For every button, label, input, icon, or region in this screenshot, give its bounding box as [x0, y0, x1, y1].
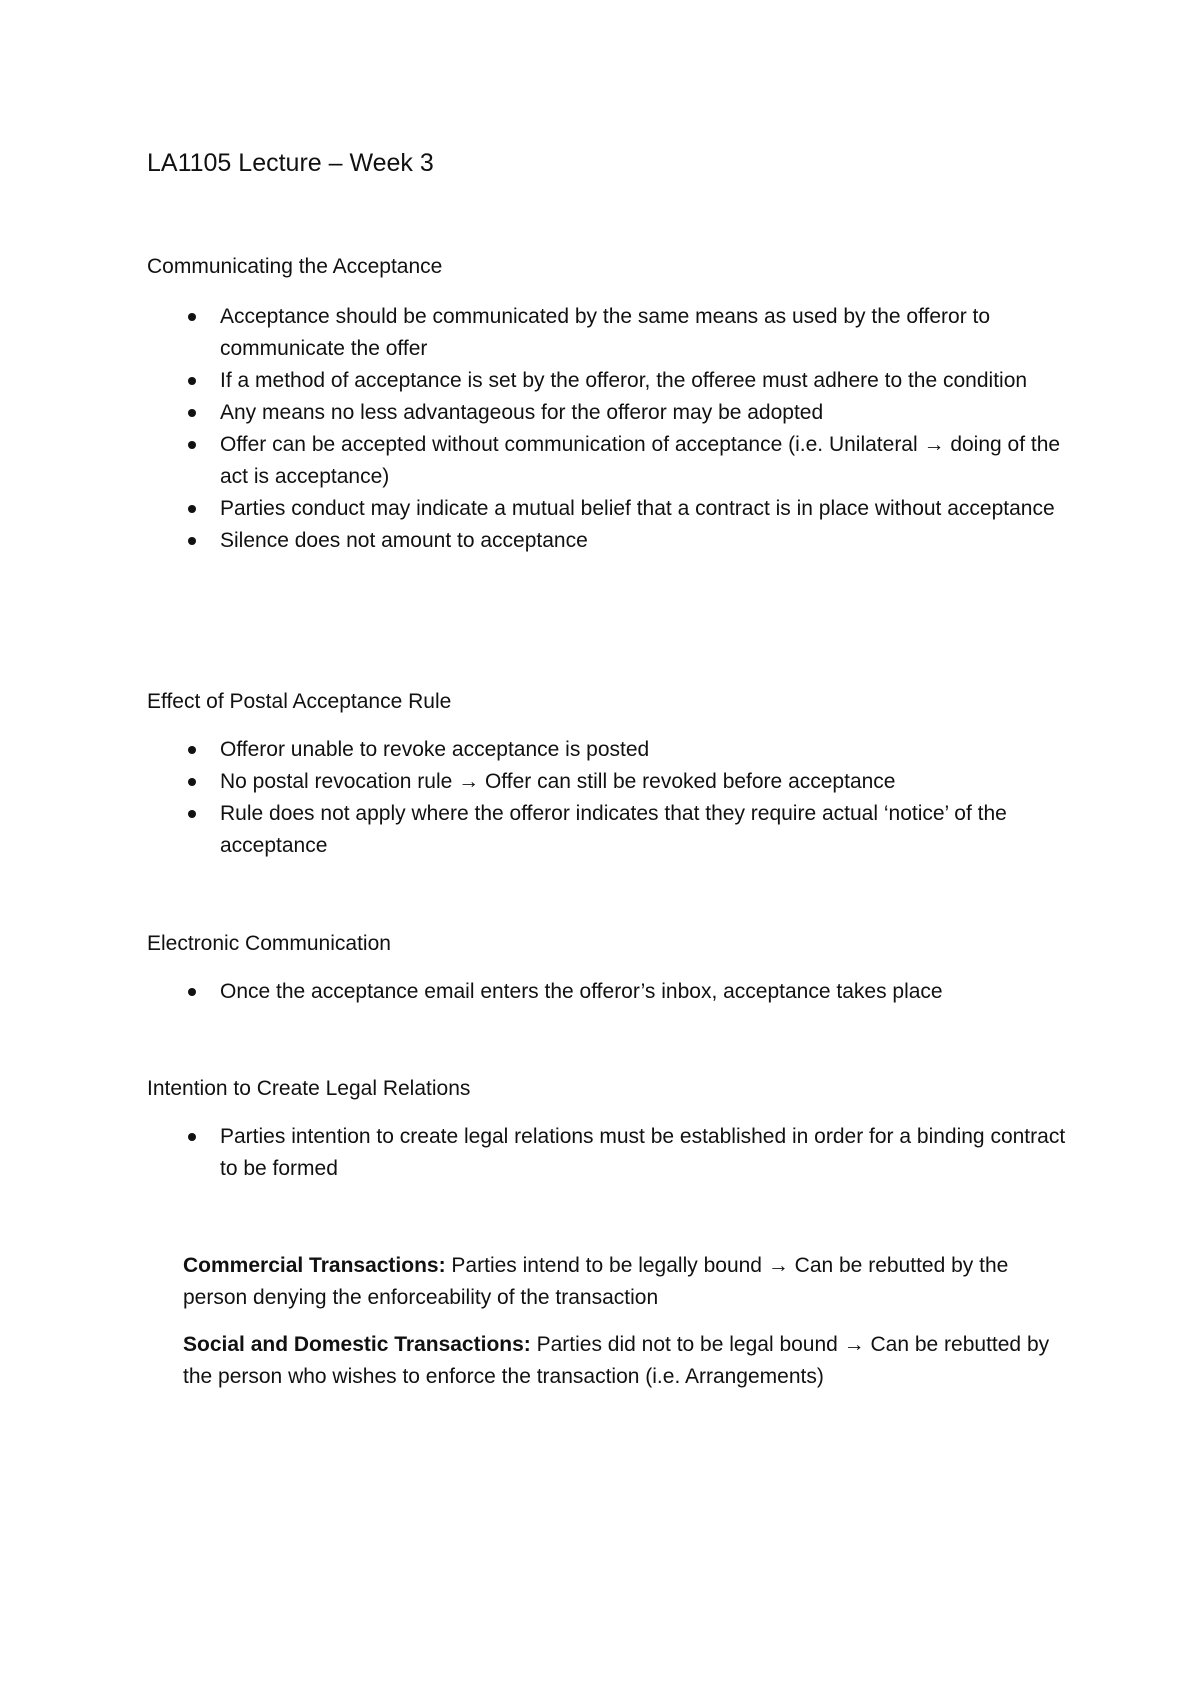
list-item: Offer can be accepted without communication of acceptance (i.e. Unilateral → doing of the act is acceptance) — [180, 429, 1080, 493]
bullet-list-electronic-communication — [180, 976, 1080, 1008]
list-item: Silence does not amount to acceptance — [180, 525, 1080, 557]
bullet-icon — [188, 409, 196, 417]
bullet-icon — [188, 377, 196, 385]
bullet-icon — [188, 988, 196, 996]
bullet-list-legal-relations — [180, 1121, 1080, 1185]
list-item: Any means no less advantageous for the offeror may be adopted — [180, 397, 1080, 429]
list-item: Parties conduct may indicate a mutual belief that a contract is in place without acceptance — [180, 493, 1080, 525]
bullet-icon — [188, 441, 196, 449]
list-item: Parties intention to create legal relations must be established in order for a binding contract to be formed — [180, 1121, 1080, 1185]
paragraph-label: Commercial Transactions: — [183, 1254, 446, 1277]
bullet-icon — [188, 746, 196, 754]
bullet-list-postal-acceptance — [180, 734, 1080, 862]
paragraph-text: Parties did not to be legal bound → Can be rebutted by the person who wishes to enforce the transaction (i.e. Arrangements) — [183, 1333, 1050, 1388]
bullet-icon — [188, 778, 196, 786]
list-item: No postal revocation rule → Offer can still be revoked before acceptance — [180, 766, 1080, 798]
bullet-icon — [188, 313, 196, 321]
list-item: If a method of acceptance is set by the offeror, the offeree must adhere to the condition — [180, 365, 1080, 397]
paragraph-social-domestic-transactions — [183, 1329, 1063, 1393]
list-item: Offeror unable to revoke acceptance is posted — [180, 734, 1080, 766]
list-item: Rule does not apply where the offeror indicates that they require actual ‘notice’ of the acceptance — [180, 798, 1080, 862]
section-heading-legal-relations: Intention to Create Legal Relations — [147, 1077, 471, 1100]
section-heading-communicating-acceptance: Communicating the Acceptance — [147, 255, 443, 278]
paragraph-commercial-transactions — [183, 1250, 1063, 1314]
bullet-list-communicating-acceptance — [180, 301, 1080, 557]
section-heading-postal-acceptance: Effect of Postal Acceptance Rule — [147, 690, 452, 713]
paragraph-text: Parties intend to be legally bound → Can be rebutted by the person denying the enforceability of the transaction — [183, 1254, 1009, 1309]
page-title: LA1105 Lecture – Week 3 — [147, 149, 434, 177]
bullet-icon — [188, 810, 196, 818]
paragraph-label: Social and Domestic Transactions: — [183, 1333, 531, 1356]
section-heading-electronic-communication: Electronic Communication — [147, 932, 391, 955]
list-item: Acceptance should be communicated by the same means as used by the offeror to communicate the offer — [180, 301, 1080, 365]
bullet-icon — [188, 537, 196, 545]
list-item: Once the acceptance email enters the offeror’s inbox, acceptance takes place — [180, 976, 1080, 1008]
bullet-icon — [188, 1133, 196, 1141]
bullet-icon — [188, 505, 196, 513]
